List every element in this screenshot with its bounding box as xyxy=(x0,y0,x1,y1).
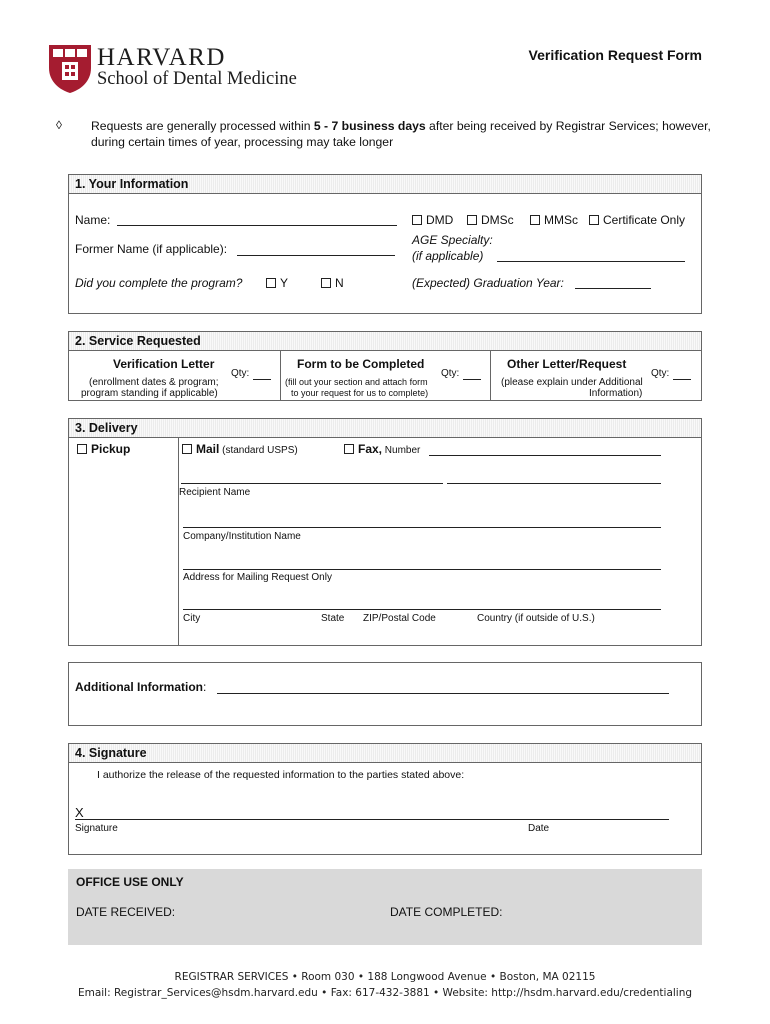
country-label: Country (if outside of U.S.) xyxy=(477,613,595,624)
recipient-name-label: Recipient Name xyxy=(179,487,251,498)
service-note: Information) xyxy=(589,388,643,399)
checkbox[interactable] xyxy=(77,444,87,454)
date-completed-label: DATE COMPLETED: xyxy=(390,905,503,919)
service-item-verification xyxy=(69,351,281,401)
degree-certificate[interactable] xyxy=(589,213,685,227)
no-label: N xyxy=(335,276,344,290)
no-option[interactable] xyxy=(321,276,344,290)
harvard-shield-logo xyxy=(48,44,92,94)
degree-label: DMD xyxy=(426,213,454,227)
notice-bold: 5 - 7 business days xyxy=(313,119,426,133)
pickup-label: Pickup xyxy=(91,442,131,456)
age-specialty-label: AGE Specialty: xyxy=(412,233,493,247)
qty-field[interactable] xyxy=(253,379,271,380)
notice-bullet: ◊ xyxy=(56,118,62,132)
completed-question: Did you complete the program? xyxy=(75,276,243,290)
section-heading: 4. Signature xyxy=(69,744,701,763)
checkbox[interactable] xyxy=(344,444,354,454)
fax-number-label: Number xyxy=(382,445,421,456)
notice-text-before: Requests are generally processed within xyxy=(91,119,314,133)
school-name: School of Dental Medicine xyxy=(97,69,297,89)
graduation-year-label: (Expected) Graduation Year: xyxy=(412,276,564,290)
former-name-label: Former Name (if applicable): xyxy=(75,242,228,256)
name-label: Name: xyxy=(75,213,111,227)
pickup-option[interactable] xyxy=(77,442,130,456)
degree-dmsc[interactable] xyxy=(467,213,514,227)
degree-label: MMSc xyxy=(544,213,578,227)
fax-number-field[interactable] xyxy=(429,455,661,456)
section-delivery xyxy=(68,418,702,646)
service-title: Verification Letter xyxy=(113,357,215,371)
qty-label: Qty: xyxy=(651,368,670,379)
qty-field[interactable] xyxy=(673,379,691,380)
mail-label: Mail xyxy=(196,442,220,456)
service-item-other xyxy=(491,351,701,401)
graduation-year-field[interactable] xyxy=(575,288,651,289)
degree-label: Certificate Only xyxy=(603,213,686,227)
additional-information-box xyxy=(68,662,702,726)
degree-label: DMSc xyxy=(481,213,514,227)
company-label: Company/Institution Name xyxy=(183,531,301,542)
additional-info-label xyxy=(75,680,206,694)
name-field[interactable] xyxy=(117,225,397,226)
company-field[interactable] xyxy=(183,527,661,528)
authorization-text: I authorize the release of the requested information to the parties stated above: xyxy=(97,769,465,781)
office-use-box xyxy=(68,869,702,945)
signature-field[interactable] xyxy=(75,819,669,820)
fax-label: Fax, xyxy=(358,442,383,456)
section-heading: 1. Your Information xyxy=(69,175,701,194)
section-service-requested xyxy=(68,331,702,401)
checkbox[interactable] xyxy=(266,278,276,288)
brand-name: HARVARD xyxy=(97,44,226,71)
service-item-form xyxy=(281,351,491,401)
section-your-information xyxy=(68,174,702,314)
checkbox[interactable] xyxy=(589,215,599,225)
mail-option[interactable] xyxy=(182,442,298,456)
if-applicable-label: (if applicable) xyxy=(412,249,484,263)
processing-notice xyxy=(91,118,711,150)
checkbox[interactable] xyxy=(412,215,422,225)
yes-option[interactable] xyxy=(266,276,288,290)
age-specialty-field[interactable] xyxy=(497,261,685,262)
service-note: (please explain under Additional xyxy=(501,377,643,388)
additional-info-colon: : xyxy=(203,680,207,694)
recipient-name-field-extended[interactable] xyxy=(447,483,661,484)
zip-label: ZIP/Postal Code xyxy=(363,613,436,624)
service-title: Other Letter/Request xyxy=(507,357,627,371)
address-label: Address for Mailing Request Only xyxy=(183,572,332,583)
signature-x: X xyxy=(75,805,84,820)
additional-info-field[interactable] xyxy=(217,693,669,694)
mail-note: (standard USPS) xyxy=(219,445,298,456)
service-note: (enrollment dates & program; xyxy=(89,377,219,388)
degree-mmsc[interactable] xyxy=(530,213,578,227)
degree-dmd[interactable] xyxy=(412,213,453,227)
section-heading: 3. Delivery xyxy=(69,419,701,438)
former-name-field[interactable] xyxy=(237,255,395,256)
date-label: Date xyxy=(528,823,550,834)
qty-label: Qty: xyxy=(441,368,460,379)
pickup-column xyxy=(69,438,179,646)
service-note: (fill out your section and attach form xyxy=(285,377,428,387)
section-signature xyxy=(68,743,702,855)
yes-label: Y xyxy=(280,276,289,290)
recipient-name-field[interactable] xyxy=(181,483,443,484)
checkbox[interactable] xyxy=(321,278,331,288)
service-note: program standing if applicable) xyxy=(81,388,218,399)
office-use-title: OFFICE USE ONLY xyxy=(76,875,184,889)
service-title: Form to be Completed xyxy=(297,357,425,371)
notice-text-after: after being received by Registrar Services; however, during certain times of year, processing may take longer xyxy=(91,119,711,149)
additional-info-title: Additional Information xyxy=(75,680,203,694)
service-note: to your request for us to complete) xyxy=(291,388,429,398)
date-received-label: DATE RECEIVED: xyxy=(76,905,176,919)
state-label: State xyxy=(321,613,345,624)
address-field[interactable] xyxy=(183,569,661,570)
checkbox[interactable] xyxy=(467,215,477,225)
form-title: Verification Request Form xyxy=(528,47,702,63)
section-heading: 2. Service Requested xyxy=(69,332,701,351)
fax-option[interactable] xyxy=(344,442,420,456)
city-label: City xyxy=(183,613,201,624)
signature-label: Signature xyxy=(75,823,118,834)
footer-address: REGISTRAR SERVICES • Room 030 • 188 Longwood Avenue • Boston, MA 02115 xyxy=(174,971,596,983)
qty-field[interactable] xyxy=(463,379,481,380)
city-state-zip-field[interactable] xyxy=(183,609,661,610)
footer-contact: Email: Registrar_Services@hsdm.harvard.edu • Fax: 617-432-3881 • Website: http://hsdm.harvard.edu/credentialing xyxy=(77,987,693,999)
qty-label: Qty: xyxy=(231,368,250,379)
checkbox[interactable] xyxy=(182,444,192,454)
checkbox[interactable] xyxy=(530,215,540,225)
